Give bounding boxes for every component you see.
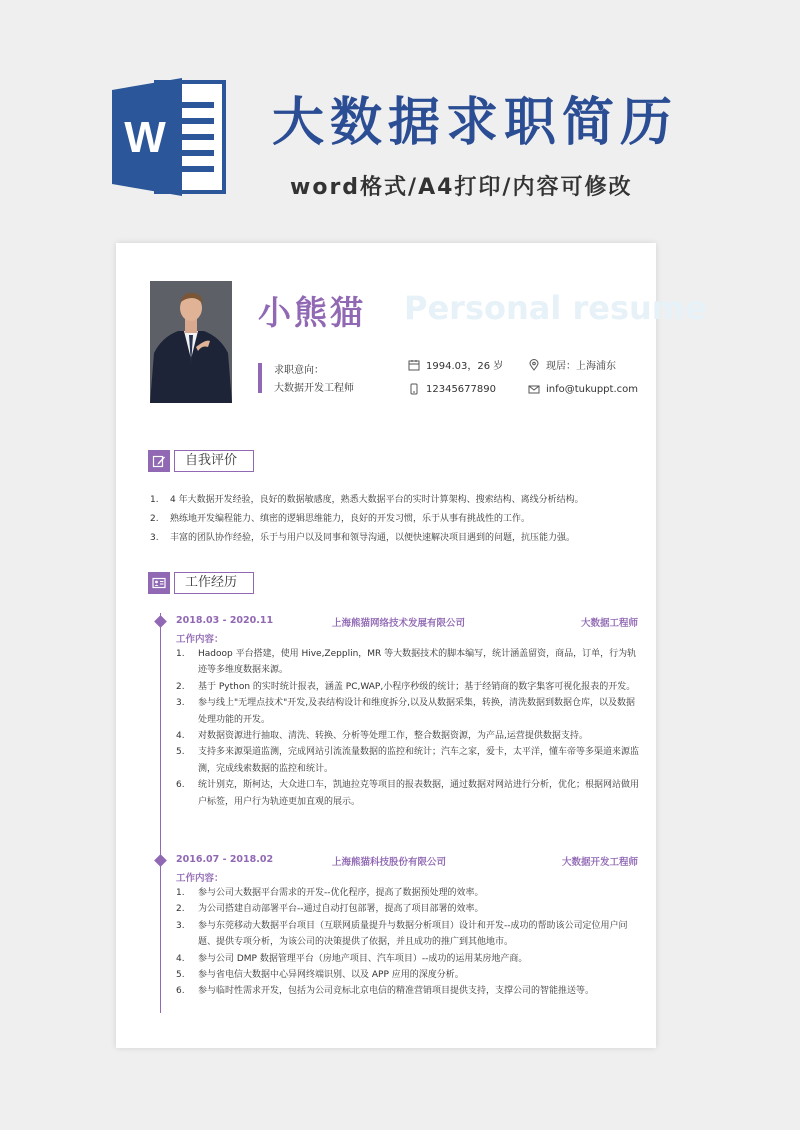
- banner-title: 大数据求职简历: [272, 93, 679, 153]
- job-intent-value: 大数据开发工程师: [274, 383, 354, 394]
- calendar-icon: [408, 359, 420, 371]
- job-period: 2016.07 - 2018.02: [176, 854, 274, 865]
- list-item: 2. 为公司搭建自动部署平台--通过自动打包部署，提高了项目部署的效率。: [176, 904, 484, 915]
- info-location-text: 现居：上海浦东: [546, 361, 616, 372]
- list-item: 3. 参与线上"无埋点技术"开发,及表结构设计和维度拆分,以及从数据采集，转换，清洗数据到数据仓库，以及数据处理功能的开发。: [176, 698, 636, 725]
- timeline-marker: [154, 854, 167, 867]
- list-item: 2. 熟练地开发编程能力、缜密的逻辑思维能力，良好的开发习惯，乐于从事有挑战性的工作。: [150, 514, 531, 524]
- phone-icon: [408, 383, 420, 395]
- info-phone: [408, 383, 496, 395]
- intent-accent-bar: [258, 363, 262, 393]
- info-phone-text: 12345677890: [426, 383, 496, 395]
- profile-photo: [150, 281, 232, 403]
- job-duty-list: [176, 646, 640, 810]
- list-item: 5. 支持多来源渠道监测，完成网站引流流量数据的监控和统计；汽车之家，爱卡，太平洋，懂车帝等多渠道来源监测，完成线索数据的监控和统计。: [176, 747, 640, 774]
- info-email-text: info@tukuppt.com: [546, 383, 638, 395]
- info-birth-text: 1994.03，26 岁: [426, 361, 504, 372]
- list-item: 6. 统计别克，斯柯达，大众进口车，凯迪拉克等项目的报表数据，通过数据对网站进行分析，优化；根据网站做用户标签，用户行为轨迹更加直观的展示。: [176, 780, 640, 807]
- list-item: 6. 参与临时性需求开发，包括为公司竞标北京电信的精准营销项目提供支持，支撑公司的智能推送等。: [176, 986, 595, 997]
- svg-text:W: W: [124, 113, 166, 162]
- edit-icon: [148, 450, 170, 472]
- list-item: 1. 参与公司大数据平台需求的开发--优化程序，提高了数据预处理的效率。: [176, 888, 484, 898]
- list-item: 4. 参与公司 DMP 数据管理平台（房地产项目、汽车项目）--成功的运用某房地产商。: [176, 953, 528, 964]
- resume-paper: [116, 243, 707, 1048]
- list-item: 5. 参与省电信大数据中心异网终端识别、以及 APP 应用的深度分析。: [176, 970, 464, 981]
- list-item: 3. 参与东莞移动大数据平台项目（互联网质量提升与数据分析项目）设计和开发--成功的帮助该公司定位用户问题、提供专项分析，为该公司的决策提供了依据，并且成功的推广到其他地市。: [176, 920, 628, 948]
- job-duty-list: [176, 885, 640, 1000]
- info-email: [528, 383, 638, 395]
- candidate-name: 小熊猫: [258, 293, 366, 332]
- timeline-marker: [154, 615, 167, 628]
- job-role: 大数据工程师: [580, 618, 638, 629]
- location-pin-icon: [528, 359, 540, 371]
- job-content-label: 工作内容：: [176, 634, 224, 645]
- job-intent-label: 求职意向：: [274, 365, 324, 376]
- watermark-title: Personal resume: [404, 289, 707, 327]
- job-content-label: 工作内容：: [176, 873, 224, 884]
- job-company: 上海熊猫网络技术发展有限公司: [332, 618, 466, 629]
- job-header: [176, 615, 638, 629]
- section-title-self-eval: 自我评价: [174, 450, 254, 472]
- section-header-experience: [148, 572, 254, 594]
- self-eval-list: [150, 491, 630, 548]
- section-title-experience: 工作经历: [174, 572, 254, 594]
- section-header-self-eval: [148, 450, 254, 472]
- job-company: 上海熊猫科技股份有限公司: [332, 857, 447, 868]
- list-item: 1. Hadoop 平台搭建，使用 Hive,Zepplin，MR 等大数据技术的脚本编写，统计涵盖留资，商品，订单，行为轨迹等多维度数据来源。: [176, 649, 637, 676]
- word-doc-icon: [112, 76, 230, 198]
- list-item: 1. 4 年大数据开发经验，良好的数据敏感度，熟悉大数据平台的实时计算架构、搜索结构、离线分析结构。: [150, 495, 584, 505]
- list-item: 2. 基于 Python 的实时统计报表，涵盖 PC,WAP,小程序秒级的统计；基于经销商的数字集客可视化报表的开发。: [176, 681, 636, 692]
- list-item: 4. 对数据资源进行抽取、清洗、转换、分析等处理工作，整合数据资源，为产品,运营提供数据支持。: [176, 731, 588, 742]
- email-icon: [528, 383, 540, 395]
- id-card-icon: [148, 572, 170, 594]
- job-period: 2018.03 - 2020.11: [176, 615, 274, 626]
- info-location: [528, 357, 616, 372]
- job-header: [176, 854, 638, 868]
- timeline-line: [160, 613, 161, 1013]
- info-birth: [408, 357, 503, 372]
- banner-subtitle: word格式/A4打印/内容可修改: [290, 175, 633, 200]
- list-item: 3. 丰富的团队协作经验，乐于与用户以及同事和领导沟通，以便快速解决项目遇到的问题，抗压能力强。: [150, 533, 576, 543]
- job-role: 大数据开发工程师: [561, 857, 638, 868]
